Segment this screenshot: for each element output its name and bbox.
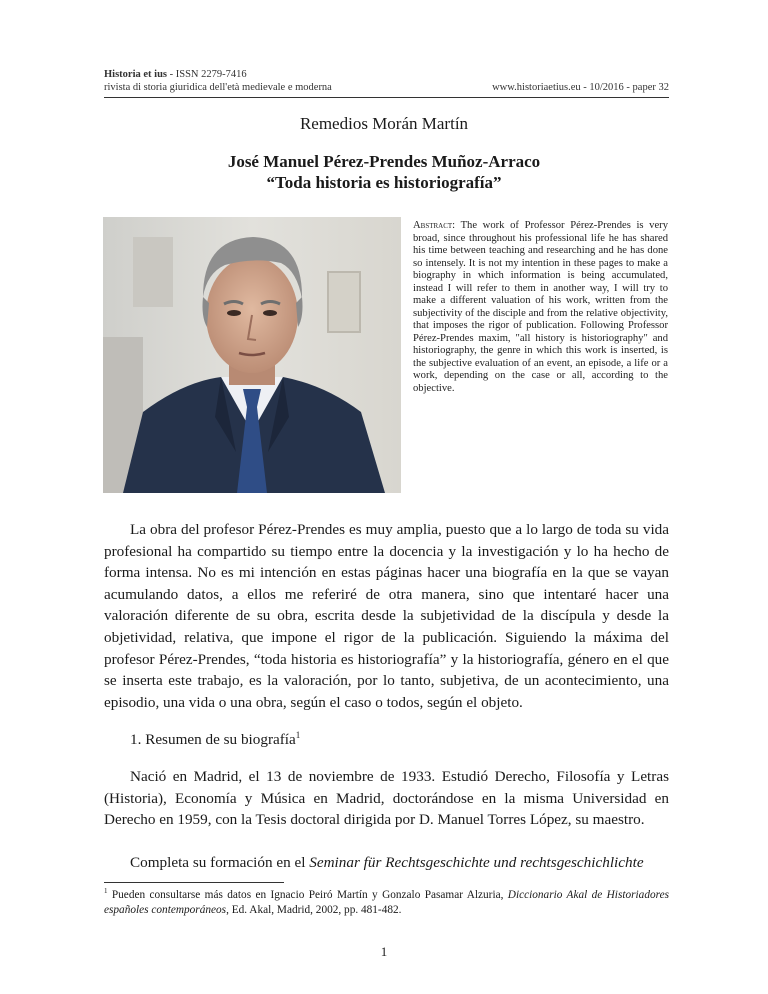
footnote-rule: [104, 882, 284, 883]
footnote-reference[interactable]: 1: [295, 729, 301, 740]
header-rule: [104, 97, 669, 98]
footnote-italic-text: Diccionario Akal de Historiadores españoles contemporáneos: [104, 889, 669, 916]
running-header: [104, 68, 669, 94]
journal-subtitle: rivista di storia giuridica dell'età medievale e moderna: [104, 82, 332, 93]
paragraph-text: Completa su formación en el: [130, 854, 310, 871]
section-heading-text: 1. Resumen de su biografía: [130, 731, 296, 748]
page-number: 1: [380, 944, 388, 959]
body-paragraph: Nació en Madrid, el 13 de noviembre de 1933. Estudió Derecho, Filosofía y Letras (Historia), Economía y Música en Madrid, doctorándose en la misma Universidad en Derecho en 1959, con la Tesis doctoral dirigida por D. Manuel Torres López, su maestro.: [104, 768, 669, 829]
section-heading: [130, 731, 300, 749]
body-paragraph: [104, 852, 669, 874]
author-name: Remedios Morán Martín: [299, 114, 469, 133]
footnote-number: 1: [104, 887, 108, 896]
footnote-text-end: , Ed. Akal, Madrid, 2002, pp. 481-482.: [226, 904, 402, 916]
journal-name: Historia et ius: [104, 69, 167, 80]
article-title-line2: “Toda historia es historiografía”: [266, 173, 502, 192]
footnote-text: Pueden consultarse más datos en Ignacio Peiró Martín y Gonzalo Pasamar Alzuria,: [107, 889, 508, 901]
abstract-label: Abstract: [413, 220, 453, 231]
article-title-line1: José Manuel Pérez-Prendes Muñoz-Arraco: [227, 152, 541, 171]
paragraph-italic-text: Seminar für Rechtsgeschichte und rechtsgeschichlichte: [309, 854, 644, 871]
footnote: [104, 888, 669, 918]
body-paragraph: La obra del profesor Pérez-Prendes es muy amplia, puesto que a lo largo de toda su vida profesional ha compartido su tiempo entre la docencia y la investigación y lo ha hecho de forma intensa. No es mi intención en estas páginas hacer una biografía en la que se vayan acumulando datos, a ellos me referiré de otra manera, sino que intentaré hacer una valoración diferente de su obra, escrita desde la subjetividad de la discípula y desde la objetividad, relativa, que impone el rigor de la publicación. Siguiendo la máxima del profesor Pérez-Prendes, “toda historia es historiografía” y la historiografía, género en el que se inserta este trabajo, es la valoración, por lo tanto, subjetiva, de un acontecimiento, una episodio, una vida o una obra, según el caso o todos, según el objeto.: [104, 521, 669, 711]
abstract-text: : The work of Professor Pérez-Prendes is very broad, since throughout his professional life he has shared his time between teaching and researching and he has done so intensely. It is not my intention in these pages to make a biography in which information is being accumulated, instead I will refer to them in another way, I will try to make a different valuation of his work, written from the subjectivity of the disciple and from the relative objectivity, that imposes the rigor of publication. Following Professor Pérez-Prendes maxim, "all history is historiography" and historiography, the genre in which this work is inserted, is the subjective evaluation of an event, an episode, a life or a work, depending on the case or all, according to the objective.: [413, 220, 668, 394]
portrait-photo: [103, 217, 401, 493]
issue-info: www.historiaetius.eu - 10/2016 - paper 32: [492, 82, 669, 93]
journal-issn: - ISSN 2279-7416: [167, 69, 247, 80]
abstract-block: [413, 220, 668, 395]
